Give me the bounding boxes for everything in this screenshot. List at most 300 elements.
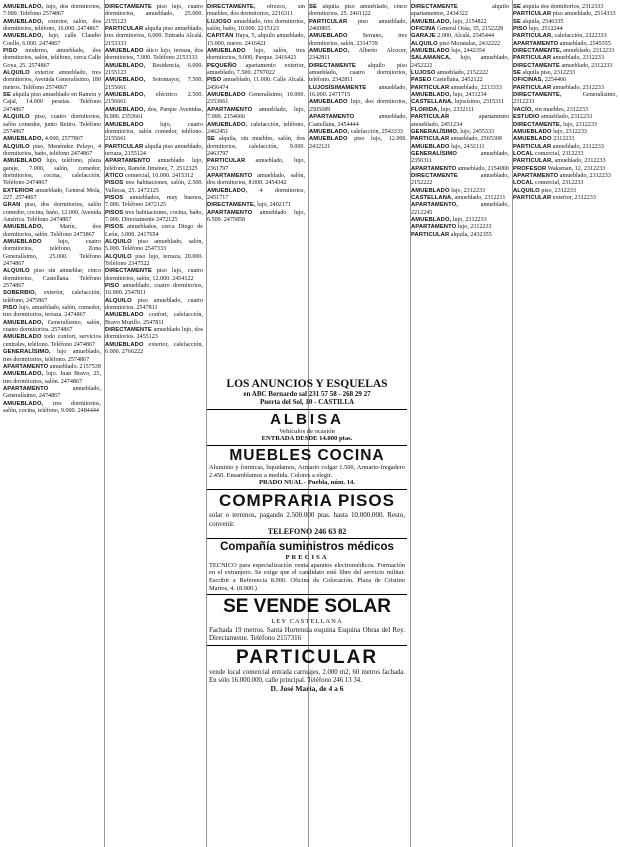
classified-ad-text: amueblado, 2545555 — [559, 40, 611, 47]
classified-ad — [309, 63, 407, 85]
classified-ad-keyword: AMUEBLADO, — [105, 62, 146, 69]
ad-albisa-line2: ENTRADA DESDE 14.000 ptas. — [261, 435, 353, 443]
classified-ad-text: lujo, 2312233 — [457, 224, 492, 231]
classified-ad-keyword: AMUEBLADO, — [3, 371, 44, 378]
classified-ad — [513, 129, 617, 136]
classified-ad-keyword: CASTELLANA, — [411, 194, 453, 201]
classified-ad-text: amueblado, 2312233 — [561, 62, 613, 69]
classified-ad-keyword: DIRECTAMENTE — [411, 172, 458, 179]
classified-ad — [411, 85, 509, 92]
classified-ad-text: comercial, 2312233 — [535, 150, 584, 157]
classified-ad — [105, 158, 203, 173]
classified-ad — [3, 320, 101, 335]
classified-ad-keyword: LUJOSO — [411, 70, 436, 77]
classified-ad-text: piso amueblado, 2514333 — [552, 11, 616, 18]
classified-ad-keyword: DIRECTAMENTE — [105, 4, 152, 10]
classified-ad — [513, 180, 617, 187]
classified-ad-keyword: AMUEBLADO, — [411, 92, 452, 99]
classified-ad — [3, 202, 101, 224]
ad-compraria-title: COMPRARIA PISOS — [219, 491, 395, 511]
classified-ad — [411, 136, 509, 143]
ad-particular-text: vende local comercial entrada carruajes, 2.000 m2, 60 metros fachada. En sólo 16.000.000, calle principal. Teléfono 246 13 34. — [209, 668, 405, 684]
classified-ad-text: Castellana, 2452122 — [432, 77, 483, 84]
classified-ad-keyword: SOBERBIO, — [3, 290, 37, 297]
classified-ad — [105, 4, 203, 26]
classified-ad — [105, 283, 203, 298]
classified-ad — [309, 48, 407, 63]
classified-ad-keyword: SE — [513, 4, 521, 10]
classified-ad-text: eléctrico 2.500. 2156661 — [105, 92, 203, 106]
classified-ad — [207, 33, 305, 48]
classified-ad-text: lujo, 2512244 — [528, 26, 563, 33]
classified-ad-text: Generalísimo, 19.000. 2353661 — [207, 92, 305, 106]
classified-ad-text: ático lujo, terraza, dos dormitorios, 7.000. Teléfono 2153333 — [105, 48, 203, 62]
classified-ad — [411, 55, 509, 70]
classified-ad-keyword: DIRECTAMENTE, — [207, 4, 256, 10]
classified-ad-keyword: PARTICULAR — [105, 143, 144, 150]
classified-ad — [411, 195, 509, 202]
classified-ad — [3, 268, 101, 290]
classified-ad-keyword: PARTICULAR — [513, 84, 552, 91]
classified-ad-text: amueblado, 2312211 — [454, 194, 506, 201]
classified-ad — [411, 224, 509, 231]
classified-ad-text: piso amueblado, cuatro dormitorios. 2547811 — [105, 297, 203, 312]
classifieds-column-5 — [411, 4, 509, 844]
classified-ad-text: General Oráa, 35, 2152228 — [437, 26, 504, 33]
classified-ad — [513, 173, 617, 180]
classified-ad-text: lujo, 2431234 — [452, 92, 487, 99]
classified-ad-keyword: APARTAMENTO — [105, 158, 151, 165]
classified-ad — [513, 4, 617, 11]
classified-ad-keyword: APARTAMENTO — [513, 172, 559, 179]
classified-ad — [513, 70, 617, 77]
classified-ad — [105, 77, 203, 92]
classified-ad-text: amueblado, salón, dos dormitorios, 8.000. 2454342 — [207, 172, 305, 187]
classified-ad-keyword: AMUEBLADO — [105, 312, 144, 319]
classified-ad — [513, 158, 617, 165]
classified-ad — [513, 19, 617, 26]
classified-ad-text: lujo. Juan Bravo, 25, tres dormitorios, salón. 2474867 — [3, 371, 101, 385]
classified-ad-text: piso, 2312233 — [541, 187, 576, 194]
classified-ad — [411, 217, 509, 224]
classified-ad-keyword: ÁTICO — [105, 172, 124, 179]
classified-ad-keyword: AMUEBLADO, — [207, 121, 248, 128]
classified-ad — [309, 33, 407, 48]
classifieds-column-1 — [3, 4, 101, 844]
ad-compraria-text: solar o terrenos, pagando 2.500.000 ptas. hasta 10.000.000. Resto, convenir. — [209, 511, 405, 528]
classified-ad-text: amueblado, 2152222 — [411, 172, 509, 187]
classified-ad-keyword: PARTICULAR — [513, 143, 552, 150]
classified-ad — [105, 107, 203, 122]
classified-ad-keyword: DIRECTAMENTE — [105, 268, 152, 275]
classified-ad-keyword: APARTAMENTO — [309, 114, 355, 121]
ad-particular-contact: D. José María, de 4 a 6 — [270, 683, 344, 693]
classified-ad — [411, 70, 509, 77]
classified-ad — [309, 19, 407, 34]
classified-ad — [105, 26, 203, 48]
ad-particular — [207, 646, 407, 695]
classified-ad-keyword: GRAN — [3, 202, 21, 209]
classified-ad-keyword: PISO — [3, 48, 18, 55]
classified-ad-keyword: AMUEBLADO, — [105, 77, 146, 84]
classified-ad-text: lujo, cuatro dormitorios, salón comedor, teléfono. 2155661 — [105, 121, 203, 143]
classified-ad-text: Waksman, 12, 2312233 — [547, 165, 606, 172]
classified-ad — [207, 136, 305, 158]
classified-ad — [207, 188, 305, 203]
classified-ad — [411, 232, 509, 239]
classified-ad — [105, 342, 203, 357]
ad-compraria — [207, 490, 407, 539]
ad-anuncios — [207, 376, 407, 410]
ad-muebles-line2: PRADO NUAL - Puebla, núm. 14. — [259, 479, 355, 487]
classified-ad-keyword: AMUEBLADO, — [105, 92, 146, 99]
classified-ad-keyword: AMUEBLADO — [3, 239, 42, 245]
classified-ad-keyword: APARTAMENTO — [3, 363, 49, 370]
classified-ad-text: alquilo apartamentos, 2434322 — [411, 4, 509, 18]
classified-ad-text: calefacción, 2543333 — [350, 128, 403, 135]
classified-ad-text: amueblado, 2312233 — [552, 143, 604, 150]
classified-ad-text: amueblado, 2565308 — [450, 136, 502, 143]
classified-ad-keyword: APARTAMENTO — [411, 165, 457, 172]
classified-ad — [105, 298, 203, 313]
classified-ad — [207, 107, 305, 122]
classified-ad — [411, 129, 509, 136]
classified-ad-text: amueblado, General Mola, 227. 2574867 — [3, 187, 101, 201]
classifieds-column-3 — [207, 4, 305, 376]
classified-ad-text: exterior amueblado, tres dormitorios, Avenida Generalísimo, 180 metros. Teléfono 2574867 — [3, 70, 101, 91]
classified-ad-keyword: ALQUILO — [411, 40, 438, 47]
classified-ad — [513, 48, 617, 55]
classified-ad-text: alquila, 2546335 — [522, 18, 564, 25]
classified-ad-text: piso, dos dormitorios, salón comedor, cocina, baño, 12.000, Avenida América. Teléfono 2474867 — [3, 202, 101, 223]
classified-ad-keyword: GENERALÍSIMO — [411, 150, 457, 157]
classified-ad-keyword: PISO — [105, 283, 120, 290]
classified-ad-text: calefacción, teléfono, 2462451 — [207, 121, 305, 135]
classified-ad-text: amueblado lujo, teléfono, Ramón Jiménez, 7. 2512325 — [105, 158, 203, 172]
classified-ad-keyword: AMUEBLADO — [207, 48, 246, 55]
classified-ad-text: lujo, 2332111 — [440, 106, 475, 113]
classified-ad-text: apartamento exterior, amueblado, 7.500. 2797022 — [207, 62, 305, 77]
classified-ad — [105, 254, 203, 269]
classified-ad-text: alquila, 2432355 — [450, 231, 492, 238]
classified-ad — [105, 327, 203, 342]
classified-ad-text: Generalísimo, salón, cuatro dormitorios. 2574867 — [3, 319, 101, 334]
classified-ad-keyword: PISOS — [105, 194, 124, 201]
classified-ad-keyword: ALQUILO — [3, 143, 30, 150]
classified-ad-text: alquilo piso amueblado, cuatro dormitorios, teléfono. 2342811 — [309, 62, 407, 84]
ad-anuncios-line2: en ABC Bernardo sal 231 57 58 - 268 29 27 — [243, 390, 371, 398]
classified-ad — [3, 70, 101, 92]
classified-ad — [207, 210, 305, 225]
classified-ad — [105, 239, 203, 254]
classified-ad — [3, 114, 101, 136]
classified-ad-keyword: AMUEBLADO — [411, 187, 450, 194]
classified-ad — [309, 4, 407, 19]
classified-ad-keyword: PARTICULAR — [309, 18, 348, 25]
classified-ad-text: piso amueblado, salón, 5.000. Teléfono 2547333 — [105, 239, 203, 253]
ad-compania-text: TECNICO para especialización venta aparatos electromédicos. Formación en el extranjero. Se exige que el candidato esté libre del servicio militar. Escribir a Referencia 8.000. Oficina de Colocación. Plaza de Cristino Martos, 4. (8.000.) — [209, 561, 405, 592]
classified-ad-keyword: APARTAMENTO — [207, 106, 253, 113]
classified-ad-keyword: AMUEBLADO — [309, 99, 348, 106]
classified-ad-keyword: GARAJE — [411, 33, 436, 40]
classified-ad-keyword: EXTERIOR — [3, 187, 34, 194]
classified-ad-keyword: AMUEBLADO, — [309, 48, 350, 55]
classified-ad-text: lujo, teléfono, plaza garaje, 7.000, salón, comedor, dormitorios, cocina, calefacción. Teléfono 2474867 — [3, 158, 101, 187]
classified-ad-text: amueblado. 2157538 — [49, 363, 101, 370]
classified-ad-keyword: AMUEBLADO — [3, 158, 42, 165]
classified-ad-text: alquila piso amueblado, cinco dormitorios, 25. 2461122 — [309, 4, 407, 18]
classified-ad — [513, 63, 617, 70]
classified-ad-text: alquila piso amueblado, terraza, 2155124 — [105, 143, 203, 157]
classified-ad-text: piso amueblado, 2460865 — [309, 18, 407, 33]
classified-ad — [411, 48, 509, 55]
classified-ad — [513, 166, 617, 173]
classified-ad — [411, 77, 509, 84]
classified-ad — [513, 188, 617, 195]
classified-ad-keyword: AMUEBLADO, — [3, 4, 44, 10]
ad-anuncios-title: LOS ANUNCIOS Y ESQUELAS — [226, 378, 388, 390]
classified-ad-text: alquila, sin muebles, salón, dos dormitorios, calefacción, 9.000. 2463797 — [207, 136, 305, 157]
classified-ad-keyword: AMUEBLADO, — [3, 33, 44, 40]
classified-ad — [513, 41, 617, 48]
classified-ad-text: amueblado, lujo, 2361797 — [207, 158, 305, 172]
classified-ad-text: piso lujo, terraza, 20.000. Teléfono 2347522 — [105, 253, 203, 268]
classified-ad — [3, 48, 101, 70]
classified-ad-keyword: DIRECTAMENTE, — [513, 121, 562, 128]
classified-ad-keyword: LOCAL — [513, 180, 534, 187]
classified-ad — [207, 158, 305, 173]
classified-ad-text: amueblado, lujo, 7.000. 2154666 — [207, 106, 305, 121]
classified-ad-keyword: AMUEBLADO, — [3, 319, 44, 326]
classified-ad — [3, 136, 101, 143]
classified-ad-text: apartamento amueblado, 2451234 — [411, 114, 509, 128]
classified-ad — [411, 188, 509, 195]
classified-ad-text: sin muebles, 2312233 — [534, 106, 588, 113]
ad-anuncios-line3: Puerta del Sol, 10 - CASTILLA — [259, 397, 355, 406]
classified-ad — [105, 210, 203, 225]
classified-ad — [105, 92, 203, 107]
classified-ad-keyword: PISOS — [105, 209, 124, 216]
classified-ad-text: lujo, 2402171 — [257, 202, 291, 209]
classified-ad-text: amueblado, 11.000. Calle Alcalá. 2456474 — [207, 77, 305, 91]
classified-ad-keyword: PARTICULAR — [513, 55, 552, 62]
classified-ad-text: lujo, amueblado, 2452222 — [411, 55, 509, 69]
classified-ad-text: amueblado, 2312233 — [559, 172, 611, 179]
classified-ad-text: lujo, 2455333 — [460, 128, 495, 135]
ad-solar-sub: LEY CASTELLANA — [271, 618, 343, 626]
classified-ad-keyword: PROFESOR — [513, 165, 547, 172]
classified-ad — [513, 136, 617, 143]
classified-ad-keyword: AMUEBLADO, — [3, 400, 44, 407]
classified-ad — [207, 122, 305, 137]
classified-ad-text: lujo, 2312233 — [452, 216, 487, 223]
classified-ad-text: 2.000, Alcalá, 2545444 — [437, 33, 494, 40]
classified-ad-keyword: PISO — [3, 305, 18, 312]
classified-ad — [3, 188, 101, 203]
classified-ad-text: tres habitaciones, salón, 2.500. Vallecas, 25. 2472125 — [105, 180, 203, 194]
classified-ad — [105, 224, 203, 239]
classified-ad-text: 2312233 — [553, 136, 575, 143]
ad-compraria-phone: TELEFONO 246 63 82 — [267, 527, 347, 537]
classified-ad-text: Sotomayor, 7.500. 2155661 — [105, 77, 203, 91]
display-ads-block — [207, 376, 407, 842]
classified-ad-keyword: ALQUILO — [105, 239, 132, 245]
classified-ad — [3, 349, 101, 364]
classified-ad — [105, 312, 203, 327]
classified-ad-keyword: APARTAMENTO — [411, 224, 457, 231]
classified-ad — [513, 144, 617, 151]
classified-ad-text: exterior, salón, dos dormitorios, teléfono, 16.000. 2474867 — [3, 18, 101, 33]
classified-ad — [411, 114, 509, 129]
ad-particular-title: PARTICULAR — [235, 646, 379, 668]
classified-ad-keyword: AMUEBLADO, — [3, 136, 44, 143]
classified-ad — [105, 63, 203, 78]
ad-muebles-title: MUEBLES COCINA — [229, 447, 385, 465]
classified-ad-text: lujo, 2312233 — [553, 128, 587, 135]
classified-ad — [513, 55, 617, 62]
classified-ad-keyword: ALQUILO — [105, 297, 132, 304]
classified-ad-keyword: PARTICULAR — [411, 231, 450, 238]
classified-ad — [3, 19, 101, 34]
classified-ad — [411, 4, 509, 19]
classified-ad-text: amueblado, 2312233 — [563, 48, 615, 55]
classified-ad-text: amueblados, muy buenos, 7.000. Teléfono 2472125 — [105, 194, 203, 209]
ad-compania-title: Compañía suministros médicos — [220, 540, 394, 553]
classified-ad-keyword: APARTAMENTO — [513, 40, 559, 47]
classified-ad-keyword: AMUEBLADO, — [3, 224, 44, 231]
classified-ad-keyword: LOCAL — [513, 150, 534, 157]
classified-ad-text: calefacción, 2322333 — [554, 33, 607, 40]
classified-ad-text: lujo, cuatro dormitorios, teléfono, Zona Generalísimo, 25.000. Teléfono 2474867 — [3, 239, 101, 268]
classified-ad-keyword: AMUEBLADO, — [411, 216, 452, 223]
classified-ad-keyword: AMUEBLADO — [309, 33, 348, 40]
classified-ad-text: lujo, salón, tres dormitorios, 9.000, Parque. 2416421 — [207, 48, 305, 62]
classified-ad-keyword: SE — [513, 18, 521, 25]
ad-solar-text: Fachada 19 metros. Santa Hortensia esquina Esquina Obras del Rey. Directamente. Teléfono 2157316 — [209, 625, 405, 643]
classified-ad-keyword: APARTAMENTO, — [411, 202, 458, 209]
classified-ad-text: amueblado, Generalísimo, 2474867 — [3, 385, 101, 400]
classified-ad-keyword: ESTUDIO — [513, 114, 540, 121]
classified-ad-text: piso Moratalaz, 2432222 — [439, 40, 501, 47]
classified-ad-text: ofrezco, sin muebles, dos dormitorios, 2216311 — [207, 4, 305, 18]
classified-ad-keyword: GENERALÍSIMO, — [3, 349, 51, 356]
ad-albisa-title: ALBISA — [270, 410, 344, 428]
classified-ad-text: amueblado, 2356311 — [411, 150, 509, 165]
classified-ad-keyword: AMUEBLADO, — [105, 106, 146, 113]
classified-ad — [411, 33, 509, 40]
classified-ad-keyword: PARTICULAR — [105, 26, 144, 33]
classified-ad-text: Generalísimo, 2312233 — [513, 92, 617, 106]
classified-ad-text: piso, cuatro dormitorios, salón comedor, junto Retiro. Teléfono 2574867 — [3, 114, 101, 135]
classified-ad — [105, 144, 203, 159]
classified-ad-text: amueblado, 2312233 — [552, 84, 604, 91]
classified-ad — [3, 290, 101, 305]
classified-ad-keyword: AMUEBLADO, — [309, 128, 350, 135]
classified-ad — [309, 85, 407, 100]
classified-ad — [513, 114, 617, 121]
classified-ad-text: amueblado lujo, 6.500. 2475858 — [207, 209, 305, 223]
classified-ad-text: Haya, 5, alquilo amueblado, 15.000, nuevo. 2416421 — [207, 33, 305, 47]
classified-ad — [105, 180, 203, 195]
classified-ad-keyword: PARTICULAR, — [513, 158, 553, 165]
classified-ad-text: 4 dormitorios, 2451717 — [207, 187, 305, 201]
classified-ad-text: lujo amueblado, tres dormitorios, teléfono. 2574867 — [3, 349, 101, 363]
classified-ad-text: tres dormitorios, salón, cocina, teléfono, 9.000. 2484444 — [3, 400, 101, 414]
classified-ad-keyword: SE — [207, 136, 215, 143]
classified-ad — [207, 4, 305, 19]
classified-ad-keyword: PISOS — [105, 224, 124, 231]
classified-ad-text: exterior, calefacción, teléfono, 2475867 — [3, 290, 101, 304]
classified-ad — [513, 151, 617, 158]
classified-ad-keyword: PARTICULAR — [207, 158, 246, 165]
classified-ad — [309, 136, 407, 151]
classified-ad-text: alquila piso, 2312233 — [522, 70, 576, 77]
classified-ad-keyword: PASEO — [411, 77, 432, 84]
classifieds-column-2 — [105, 4, 203, 844]
classified-ad — [3, 364, 101, 371]
classified-ad-text: amueblado, 2312233 — [552, 55, 604, 62]
classified-ad-keyword: ALQUILO — [105, 253, 132, 260]
classified-ad-text: comercial, 2312233 — [535, 180, 584, 187]
classified-ad — [411, 173, 509, 188]
classified-ad — [309, 114, 407, 129]
classified-ad-text: Residencia, 6.000. 2155123 — [105, 62, 203, 77]
classified-ad-keyword: PARTICULAR, — [513, 33, 553, 40]
classified-ad-keyword: APARTAMENTO — [207, 172, 253, 179]
classified-ad — [513, 92, 617, 107]
classified-ad-keyword: FLORIDA, — [411, 106, 440, 113]
classified-ad — [207, 202, 305, 209]
classified-ad-text: amueblados, cerca Diego de León, 3.000. 2417654 — [105, 224, 203, 238]
classified-ad — [411, 144, 509, 151]
classified-ad-keyword: DIRECTAMENTE — [513, 62, 560, 69]
classified-ad — [105, 268, 203, 283]
classified-ad-keyword: PISO — [513, 26, 528, 33]
classified-ad-text: comercial, 10.000. 2415312 — [125, 172, 194, 179]
classified-ad-keyword: PEQUEÑO — [207, 62, 237, 69]
classified-ad-text: amueblado, 2312233 — [541, 114, 593, 121]
classified-ad-text: lujosísimo, 2315311 — [454, 99, 505, 106]
classified-ad-keyword: PARTICULAR — [513, 11, 552, 18]
classified-ad-keyword: AMUEBLADO — [3, 334, 42, 341]
classified-ad — [513, 33, 617, 40]
classified-ad — [513, 77, 617, 84]
classified-ad — [207, 48, 305, 63]
classified-ad-keyword: SALAMANCA, — [411, 55, 451, 62]
ad-compania-sub: PRECISA — [285, 553, 329, 561]
classified-ad-keyword: AMUEBLADO — [105, 48, 144, 55]
classified-ad-text: amueblado, cuatro dormitorios, 10.000. 2547811 — [105, 283, 203, 297]
classified-ad-text: 2254466 — [544, 77, 567, 84]
classified-ad-text: amueblado, tres dormitorios, salón, baño, 10.000. 2215123 — [207, 18, 305, 33]
classified-ad — [513, 195, 617, 202]
classified-ad-text: lujo, dos dormitorios, 2505689 — [309, 99, 407, 113]
classified-ad-text: amueblado, 2212245 — [411, 202, 509, 216]
classifieds-column-4 — [309, 4, 407, 376]
classified-ad — [3, 239, 101, 268]
classified-ad — [411, 19, 509, 26]
classified-ad-text: piso lujo, cuatro dormitorios, salón, 12.000. 2454122 — [105, 268, 203, 282]
classified-ad-text: tres habitaciones, cocina, baño, 7.000. Directamente 2472125 — [105, 209, 203, 223]
classified-ad-text: lujo, dos dormitorios, 7.000. Teléfono 2574867 — [3, 4, 101, 18]
classified-ad-keyword: AMUEBLADO — [411, 48, 450, 55]
classified-ad-keyword: SE — [309, 4, 317, 10]
classified-ad-keyword: GENERALÍSIMO, — [411, 128, 459, 135]
classified-ad-text: lujo, 2312233 — [451, 187, 485, 194]
classified-ad-keyword: DIRECTAMENTE — [309, 62, 356, 69]
classified-ad-keyword: AMUEBLADO — [513, 128, 552, 135]
classified-ad-text: piso, Menéndez Pelayo, 4 dormitorios, baño, teléfono 2474867 — [3, 143, 101, 157]
